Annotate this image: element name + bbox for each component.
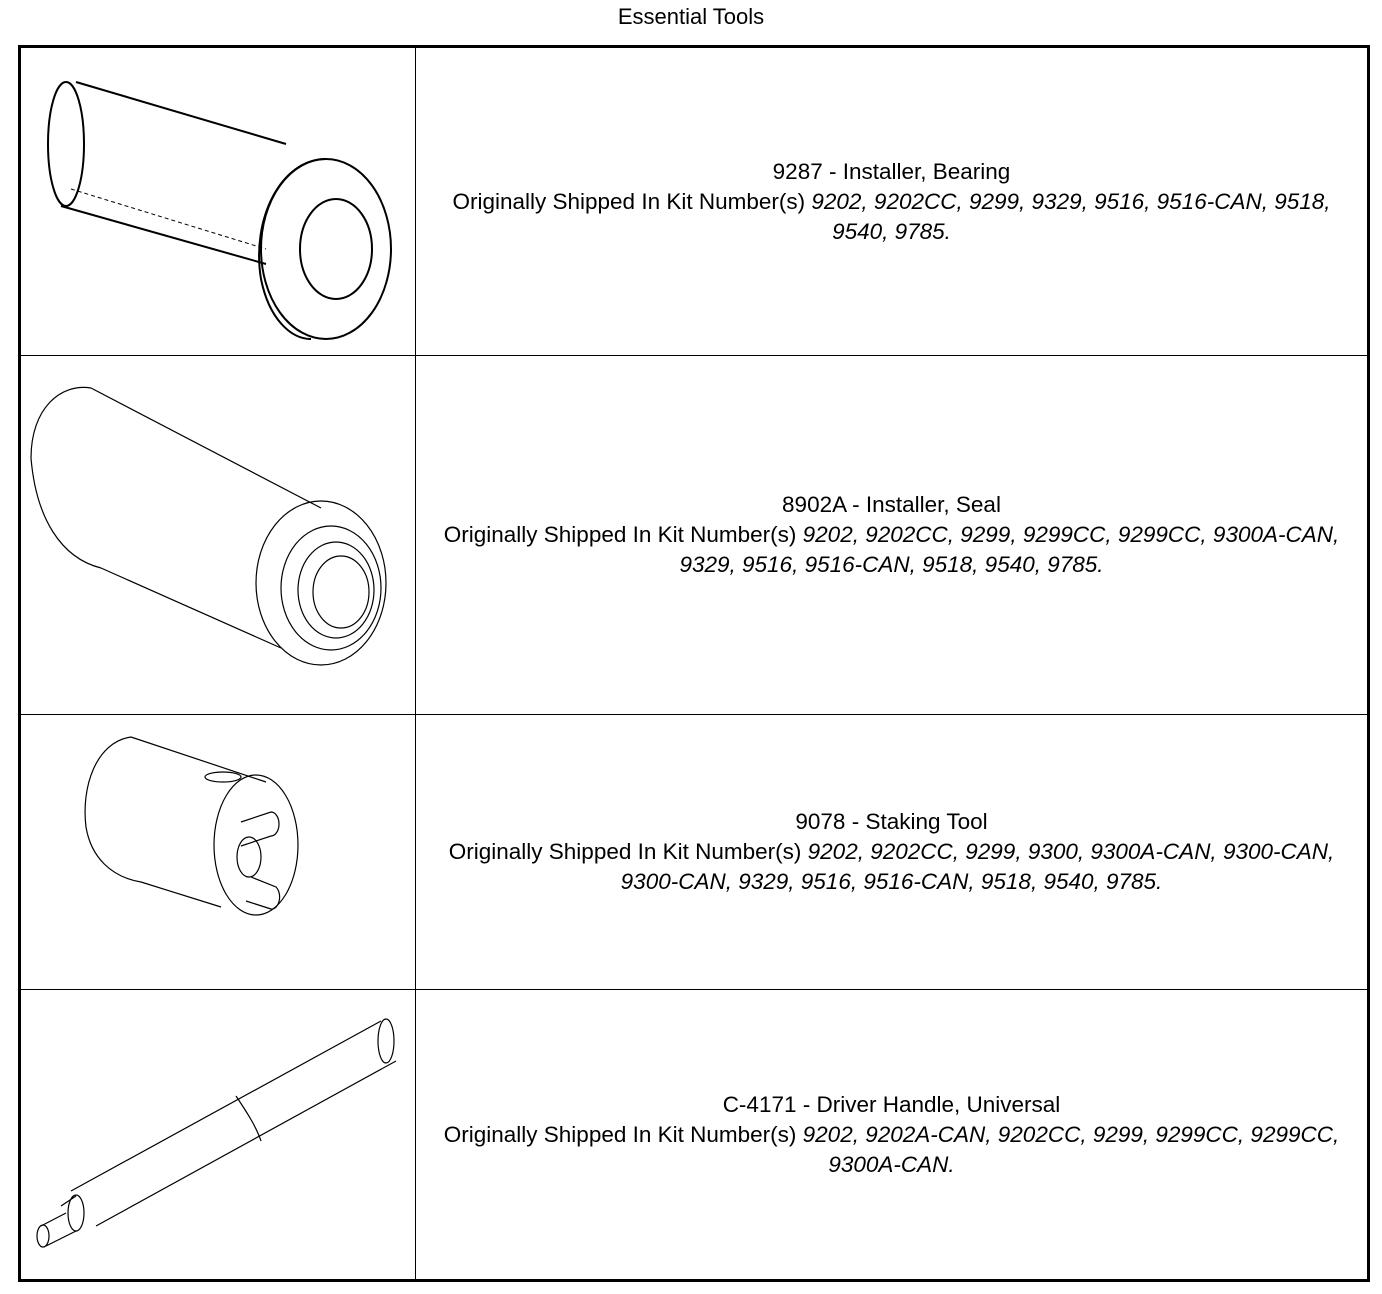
tool-description bbox=[416, 47, 1369, 356]
table-row bbox=[20, 990, 1369, 1281]
tool-name: 8902A - Installer, Seal bbox=[782, 492, 1001, 517]
tool-name: 9078 - Staking Tool bbox=[795, 809, 988, 834]
page-title: Essential Tools bbox=[617, 4, 765, 29]
tool-description bbox=[416, 715, 1369, 990]
tool-kits: Originally Shipped In Kit Number(s) 9202, 9202CC, 9299, 9299CC, 9299CC, 9300A-CAN, 9329, 9516, 9516-CAN, 9518, 9540, 9785. bbox=[443, 522, 1340, 577]
seal-installer-icon bbox=[21, 358, 415, 713]
tool-description bbox=[416, 990, 1369, 1281]
tool-description bbox=[416, 356, 1369, 715]
staking-tool-icon bbox=[21, 717, 415, 987]
tool-kits: Originally Shipped In Kit Number(s) 9202, 9202CC, 9299, 9300, 9300A-CAN, 9300-CAN, 9300-CAN, 9329, 9516, 9516-CAN, 9518, 9540, 9785. bbox=[448, 839, 1335, 894]
table-row bbox=[20, 715, 1369, 990]
bearing-installer-icon bbox=[21, 49, 415, 354]
table-row bbox=[20, 47, 1369, 356]
tool-image-cell bbox=[20, 990, 416, 1281]
table-row bbox=[20, 356, 1369, 715]
tool-image-cell bbox=[20, 47, 416, 356]
tool-kits: Originally Shipped In Kit Number(s) 9202, 9202CC, 9299, 9329, 9516, 9516-CAN, 9518, 9540, 9785. bbox=[452, 188, 1331, 244]
driver-handle-icon bbox=[21, 991, 415, 1278]
tool-name: C-4171 - Driver Handle, Universal bbox=[722, 1091, 1061, 1117]
tools-table bbox=[18, 45, 1370, 1282]
tool-name: 9287 - Installer, Bearing bbox=[772, 158, 1011, 184]
tool-image-cell bbox=[20, 356, 416, 715]
tool-kits: Originally Shipped In Kit Number(s) 9202, 9202A-CAN, 9202CC, 9299, 9299CC, 9299CC, 9300A-CAN. bbox=[443, 1121, 1340, 1177]
tool-image-cell bbox=[20, 715, 416, 990]
